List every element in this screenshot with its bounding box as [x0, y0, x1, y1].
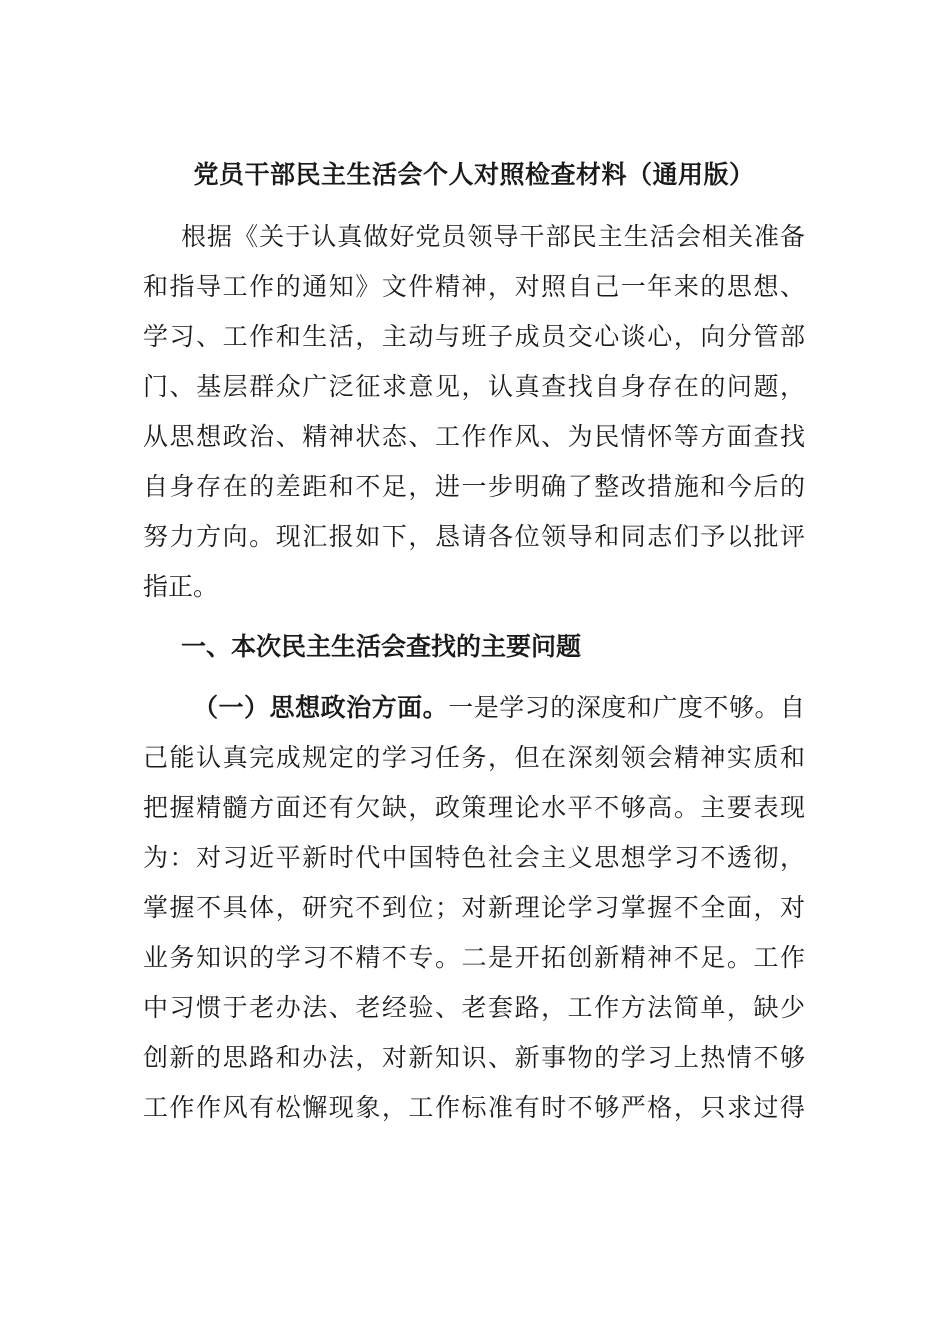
subsection-first-line-text: 一是学习的深度和广度不够。自 [448, 693, 805, 722]
intro-line: 门、基层群众广泛征求意见，认真查找自身存在的问题， [143, 372, 805, 401]
document-title: 党员干部民主生活会个人对照检查材料（通用版） [193, 160, 755, 189]
body-line: 己能认真完成规定的学习任务，但在深刻领会精神实质和 [143, 743, 805, 772]
body-line: 创新的思路和办法，对新知识、新事物的学习上热情不够 [143, 1043, 805, 1072]
body-line: 工作作风有松懈现象，工作标准有时不够严格，只求过得 [143, 1093, 805, 1122]
body-line: 掌握不具体，研究不到位；对新理论学习掌握不全面，对 [143, 893, 805, 922]
section-heading: 一、本次民主生活会查找的主要问题 [181, 632, 582, 661]
intro-line: 学习、工作和生活，主动与班子成员交心谈心，向分管部 [143, 322, 805, 351]
body-line: 中习惯于老办法、老经验、老套路，工作方法简单，缺少 [143, 993, 805, 1022]
intro-line-last: 指正。 [143, 572, 219, 601]
intro-line: 努力方向。现汇报如下，恳请各位领导和同志们予以批评 [143, 522, 805, 551]
intro-line: 从思想政治、精神状态、工作作风、为民情怀等方面查找 [143, 422, 805, 451]
intro-line: 自身存在的差距和不足，进一步明确了整改措施和今后的 [143, 472, 805, 501]
body-line: 把握精髓方面还有欠缺，政策理论水平不够高。主要表现 [143, 793, 805, 822]
subsection-first-line [143, 683, 805, 733]
intro-line: 和指导工作的通知》文件精神，对照自己一年来的思想、 [143, 272, 805, 301]
body-line: 业务知识的学习不精不专。二是开拓创新精神不足。工作 [143, 943, 805, 972]
intro-line: 根据《关于认真做好党员领导干部民主生活会相关准备 [181, 222, 805, 251]
body-line: 为：对习近平新时代中国特色社会主义思想学习不透彻， [143, 843, 805, 872]
subsection-label: （一）思想政治方面。 [193, 693, 449, 722]
